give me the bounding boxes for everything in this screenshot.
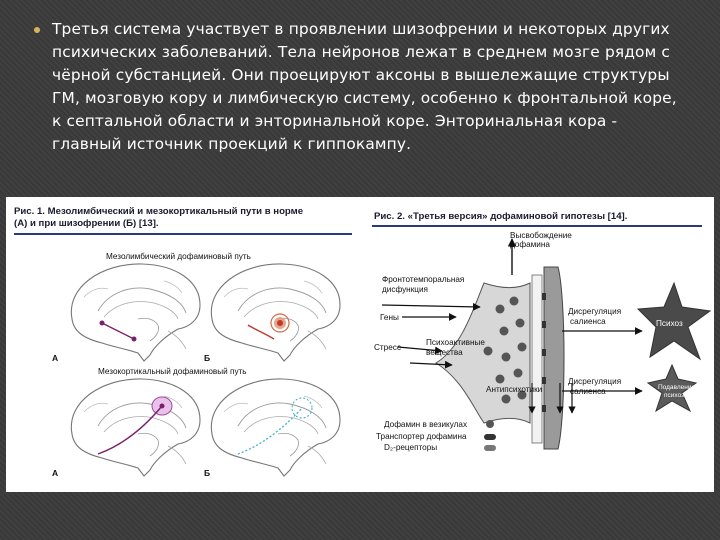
frontotemporal-label-2: дисфункция	[382, 285, 428, 294]
figure2-title: Рис. 2. «Третья версия» дофаминовой гипотезы [14].	[374, 211, 628, 222]
figure-panel	[6, 197, 714, 492]
legend-receptors: D₂-рецепторы	[384, 443, 438, 452]
frontotemporal-label-1: Фронтотемпоральная	[382, 275, 465, 284]
psychoactive-label-1: Психоактивные	[426, 338, 485, 347]
psychoactive-label-2: вещества	[426, 348, 463, 357]
dopamine-hypothesis-diagram	[6, 197, 714, 492]
panel-b-top-label: Б	[204, 353, 211, 363]
figure1-title-line2: (А) и при шизофрении (Б) [13].	[14, 218, 159, 229]
mesocortical-label: Мезокортикальный дофаминовый путь	[98, 367, 247, 376]
suppression-label-2: психоза	[664, 392, 688, 399]
panel-a-bottom-label: А	[52, 468, 59, 478]
panel-a-top-label: А	[52, 353, 59, 363]
antipsychotics-label: Антипсихотики	[486, 385, 543, 394]
psychosis-label: Психоз	[656, 319, 683, 328]
bullet-icon	[34, 27, 40, 33]
dysregulation-top-label-2: салиенса	[570, 317, 606, 326]
release-label-1: Высвобождение	[510, 231, 572, 240]
release-label-2: дофамина	[510, 240, 550, 249]
genes-label: Гены	[380, 313, 399, 322]
stress-label: Стресс	[374, 343, 401, 352]
dysregulation-bottom-label-1: Дисрегуляция	[568, 377, 622, 386]
suppression-label-1: Подавление	[658, 384, 696, 391]
legend-vesicles: Дофамин в везикулах	[384, 420, 468, 429]
figure1-title-line1: Рис. 1. Мезолимбический и мезокортикальный пути в норме	[14, 206, 304, 217]
legend-transporter: Транспортер дофамина	[376, 432, 467, 441]
bullet-item	[34, 18, 684, 156]
panel-b-bottom-label: Б	[204, 468, 211, 478]
dysregulation-bottom-label-2: салиенса	[570, 387, 606, 396]
mesolimbic-label: Мезолимбический дофаминовый путь	[106, 252, 251, 261]
bullet-text: Третья система участвует в проявлении шизофрении и некоторых других психических заболеваний. Тела нейронов лежат в среднем мозге рядом с чёрной субстанцией. Они проецируют аксоны в вышележащие структуры ГМ, мозговую кору и лимбическую систему, особенно к фронтальной коре, к септальной области и энторинальной коре. Энторинальная кора - главный источник проекций к гиппокампу.	[52, 20, 677, 153]
dysregulation-top-label-1: Дисрегуляция	[568, 307, 622, 316]
